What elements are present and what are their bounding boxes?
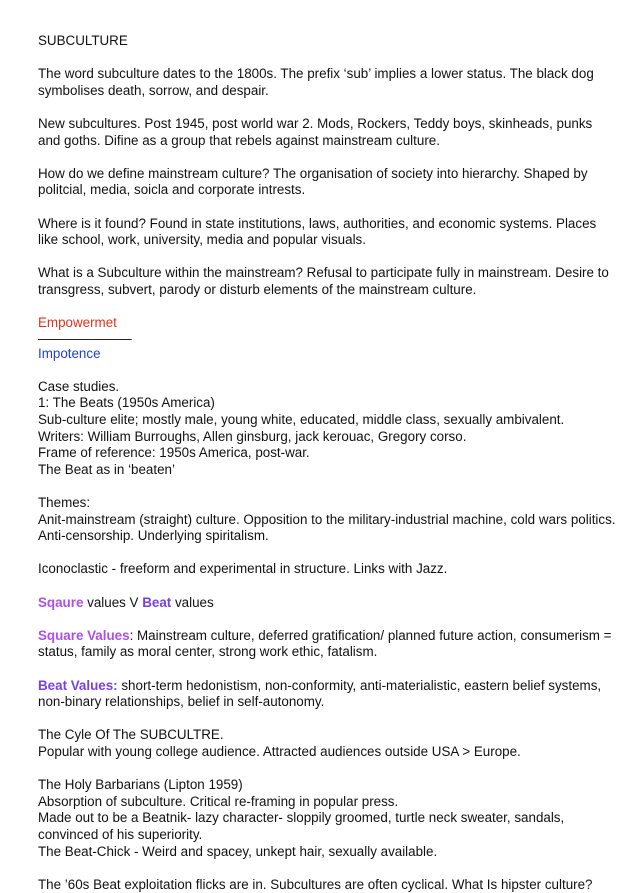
square-values-label: Square Values [38,627,130,643]
square-values-text: : Mainstream culture, deferred gratification/ planned future action, consumerism = status, family as moral center, strong work ethic, fatalism. [38,627,612,660]
themes-line: Anti-censorship. Underlying spiritalism. [38,528,269,544]
values-comparison-line [38,595,618,612]
case-studies-line: Sub-culture elite; mostly male, young white, educated, middle class, sexually ambivalent. [38,412,565,428]
intro-paragraph: The word subculture dates to the 1800s. The prefix ‘sub’ implies a lower status. The black dog symbolises death, sorrow, and despair. [38,66,594,98]
values-end-text: values [171,594,214,610]
square-values-paragraph [38,628,618,661]
beat-values-text: short-term hedonistism, non-conformity, anti-materialistic, eastern belief systems, non-binary relationships, belief in self-autonomy. [38,677,602,710]
sixties-paragraph: The ’60s Beat exploitation flicks are in. Subcultures are often cyclical. What Is hipster culture? [38,876,593,892]
case-studies-line: The Beat as in ‘beaten’ [38,461,175,477]
case-studies-line: 1: The Beats (1950s America) [38,395,215,411]
beat-values-label: Beat Values: [38,677,118,693]
empowerment-label: Empowermet [38,315,117,331]
cycle-line: Popular with young college audience. Attracted audiences outside USA > Europe. [38,743,521,759]
cycle-heading: The Cyle Of The SUBCULTRE. [38,727,224,743]
case-studies-line: Writers: William Burroughs, Allen ginsburg, jack kerouac, Gregory corso. [38,428,467,444]
document-title: SUBCULTURE [38,33,128,48]
beat-values-paragraph [38,678,618,711]
holy-barbarians-line: The Beat-Chick - Weird and spacey, unkept hair, sexually available. [38,843,438,859]
define-mainstream-paragraph: How do we define mainstream culture? The organisation of society into hierarchy. Shaped by politcial, media, soicla and corporate intrests. [38,165,588,198]
holy-barbarians-line: Absorption of subculture. Critical re-framing in popular press. [38,793,399,809]
impotence-label: Impotence [38,345,101,361]
iconoclastic-paragraph: Iconoclastic - freeform and experimental in structure. Links with Jazz. [38,561,448,577]
beat-label: Beat [142,594,172,610]
holy-barbarians-line: Made out to be a Beatnik- lazy character- sloppily groomed, turtle neck sweater, sandals, convinced of his superiority. [38,810,565,842]
new-subcultures-paragraph: New subcultures. Post 1945, post world war 2. Mods, Rockers, Teddy boys, skinheads, punks and goths. Difine as a group that rebels against mainstream culture. [38,115,593,148]
document-body [38,33,618,893]
holy-barbarians-heading: The Holy Barbarians (Lipton 1959) [38,777,243,793]
holy-barbarians-section [38,777,618,860]
case-studies-line: Frame of reference: 1950s America, post-war. [38,445,310,461]
case-studies-heading: Case studies. [38,378,120,394]
divider-line: ——————— [38,330,132,346]
cycle-section [38,727,618,760]
square-label: Sqaure [38,594,84,610]
case-studies-section [38,379,618,479]
where-found-paragraph: Where is it found? Found in state institutions, laws, authorities, and economic systems. Places like school, work, university, media and popular visuals. [38,215,597,248]
themes-line: Anit-mainstream (straight) culture. Opposition to the military-industrial machine, cold wars politics. [38,511,616,527]
values-middle-text: values V [83,594,143,610]
themes-heading: Themes: [38,495,91,511]
themes-section [38,495,618,545]
what-is-subculture-paragraph: What is a Subculture within the mainstream? Refusal to participate fully in mainstream. Desire to transgress, subvert, parody or disturb elements of the mainstream culture. [38,265,609,297]
